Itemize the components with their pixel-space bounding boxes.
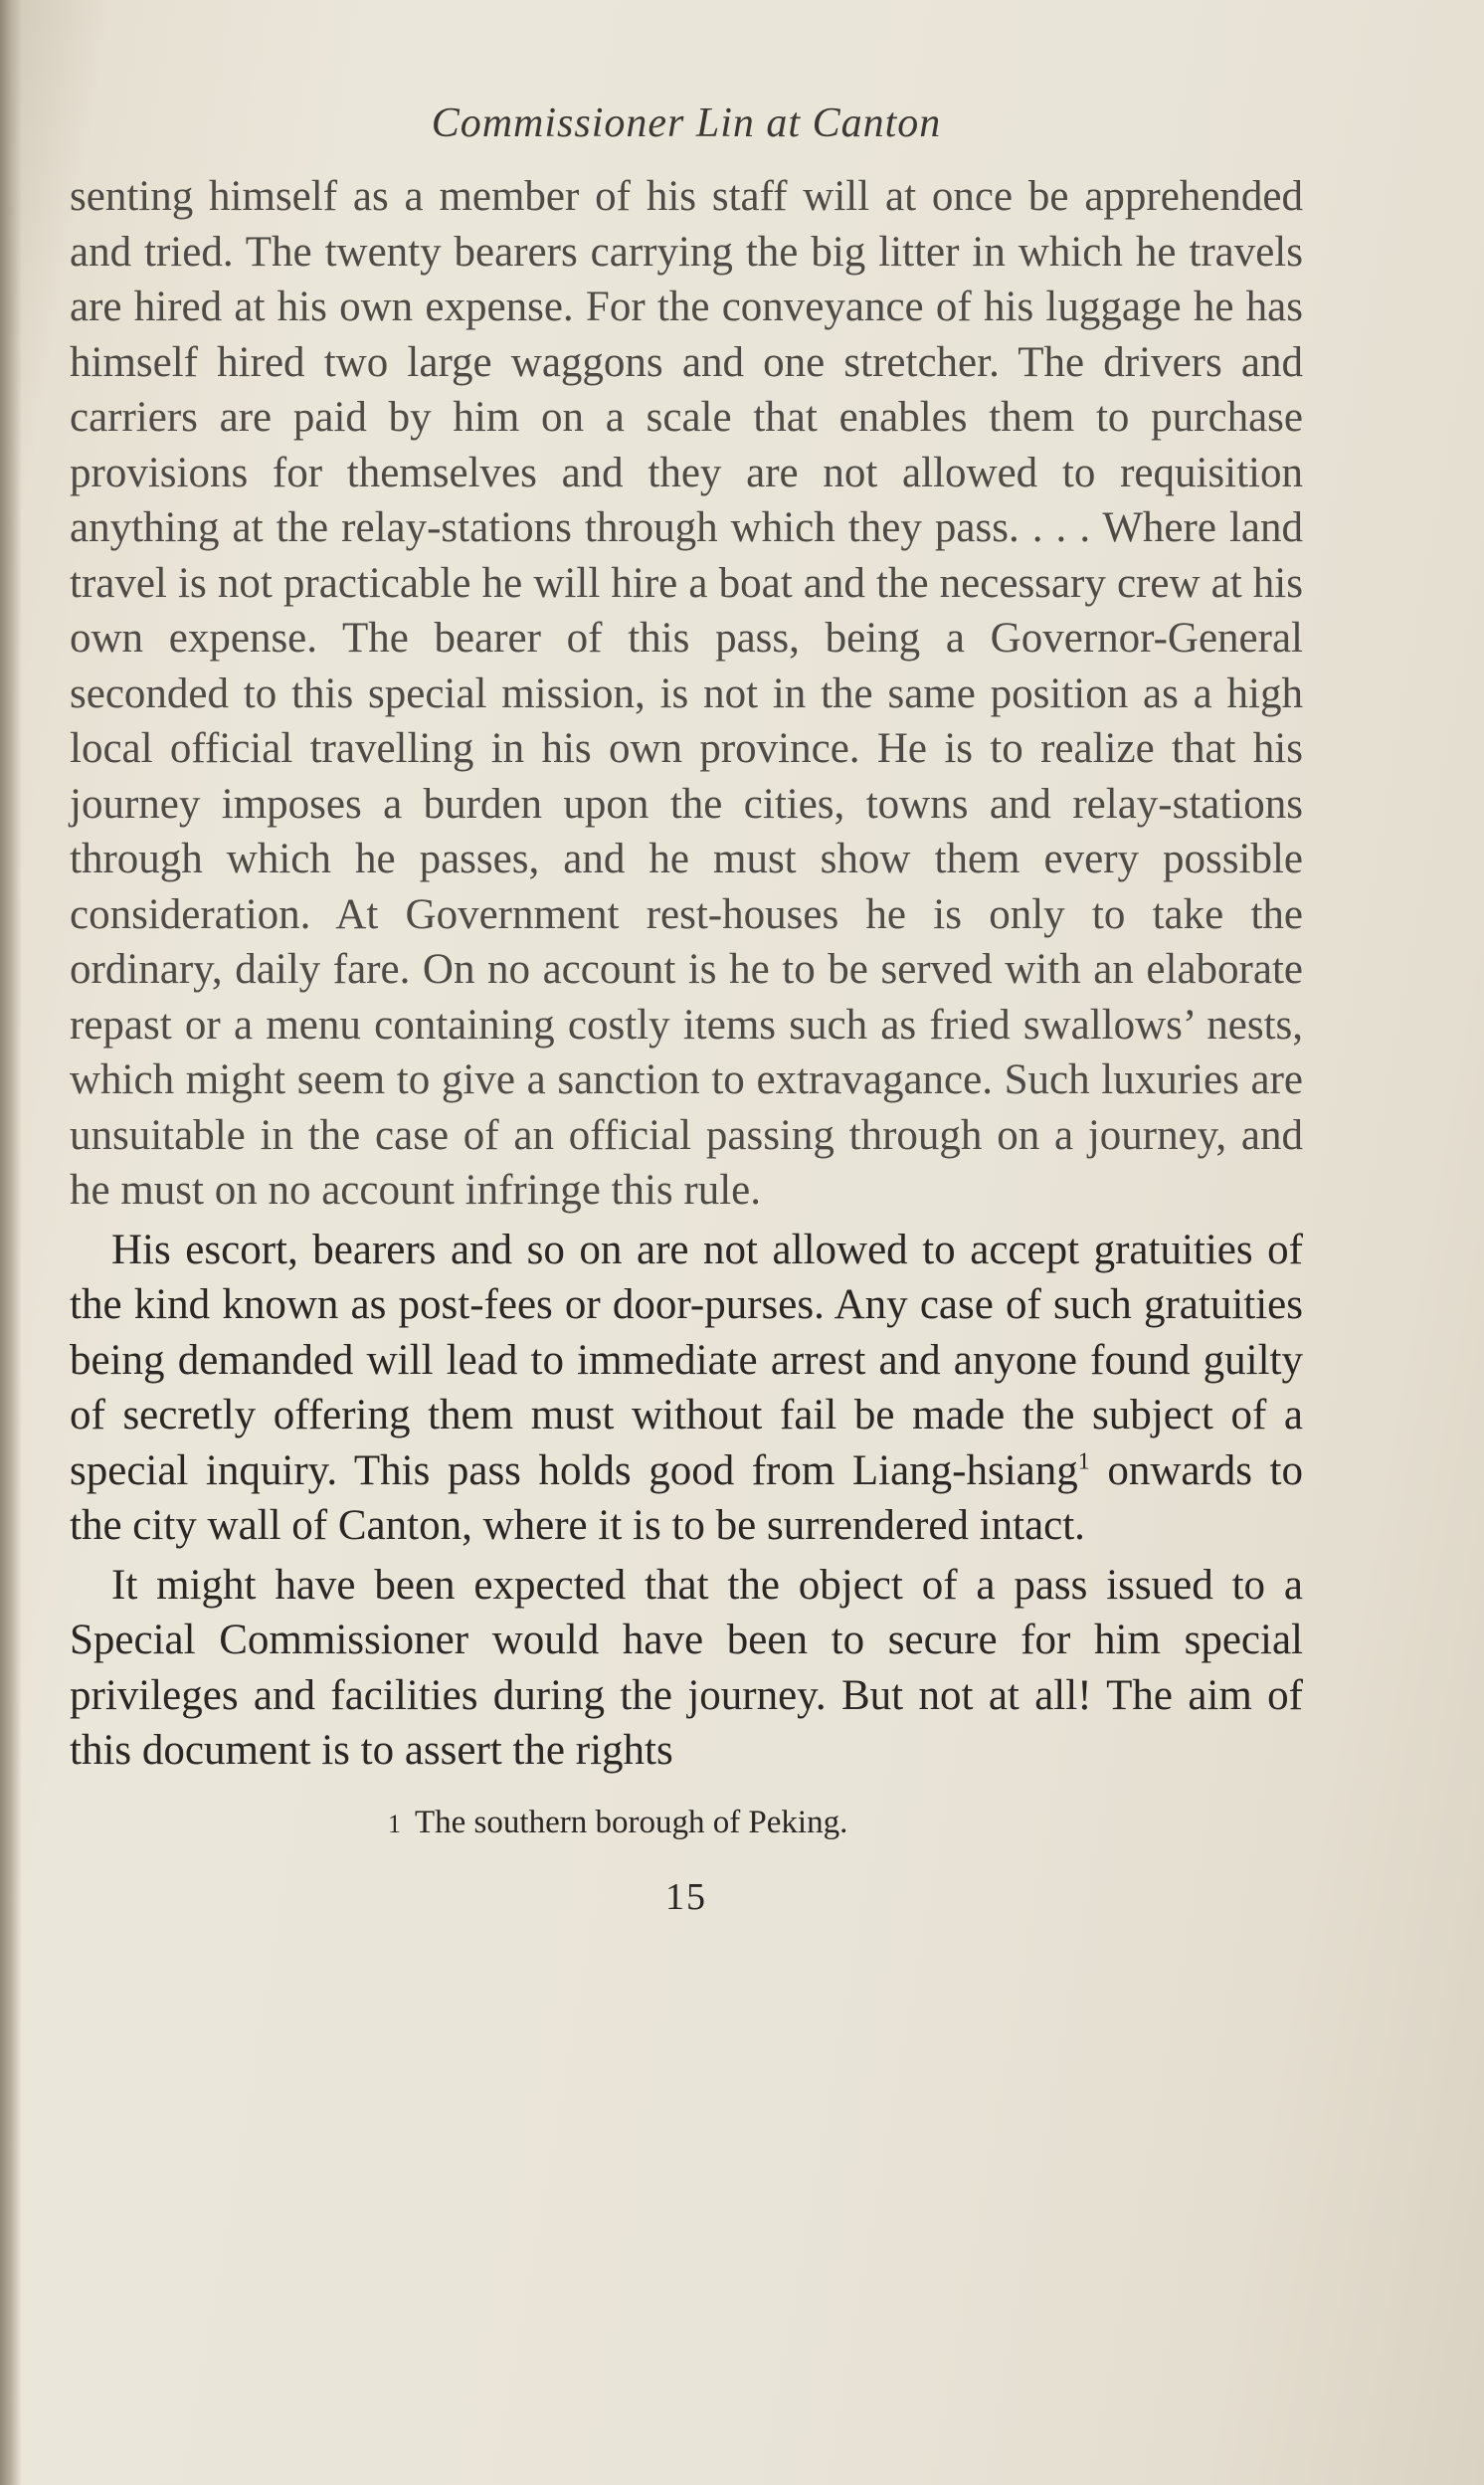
- paragraph-2: [70, 1223, 1303, 1554]
- paragraph-1: senting himself as a member of his staff will at once be apprehended and tried. The twenty bearers carrying the big litter in which he travels are hired at his own expense. For the conveyance of his luggage he has himself hired two large waggons and one stretcher. The drivers and carriers are paid by him on a scale that enables them to purchase provisions for themselves and they are not allowed to requisition anything at the relay-stations through which they pass. . . . Where land travel is not practicable he will hire a boat and the necessary crew at his own expense. The bearer of this pass, being a Governor-General seconded to this special mission, is not in the same position as a high local official travelling in his own province. He is to realize that his journey imposes a burden upon the cities, towns and relay-stations through which he passes, and he must show them every possible consideration. At Government rest-houses he is only to take the ordinary, daily fare. On no account is he to be served with an elaborate repast or a menu containing costly items such as fried swallows’ nests, which might seem to give a sanction to extravagance. Such luxuries are unsuitable in the case of an official passing through on a journey, and he must on no account infringe this rule.: [70, 173, 1303, 1214]
- page-number: 15: [665, 1875, 707, 1918]
- footnote: [388, 1805, 1303, 1841]
- paragraph-2-text: His escort, bearers and so on are not allowed to accept gratuities of the kind known as post-fees or door-purses. Any case of such gratuities being demanded will lead to immediate arrest and anyone found guilty of secretly offering them must without fail be made the subject of a special inquiry. This pass holds good from Liang-hsiang: [70, 1226, 1303, 1494]
- footnote-text: The southern borough of Peking.: [415, 1804, 848, 1840]
- body-text: [70, 169, 1303, 1779]
- footnote-number: 1: [388, 1809, 401, 1838]
- footnote-reference: 1: [1077, 1448, 1090, 1475]
- running-head: Commissioner Lin at Canton: [431, 100, 942, 146]
- book-page: [70, 99, 1303, 1919]
- paragraph-3: It might have been expected that the object of a pass issued to a Special Commissioner would have been to secure for him special privileges and facilities during the journey. But not at all! The aim of this document is to assert the rights: [70, 1561, 1303, 1774]
- paragraph-2-continuation: onwards to the city wall of Canton, where it is to be surrendered intact.: [70, 1446, 1303, 1549]
- book-binding-shadow: [0, 0, 22, 2485]
